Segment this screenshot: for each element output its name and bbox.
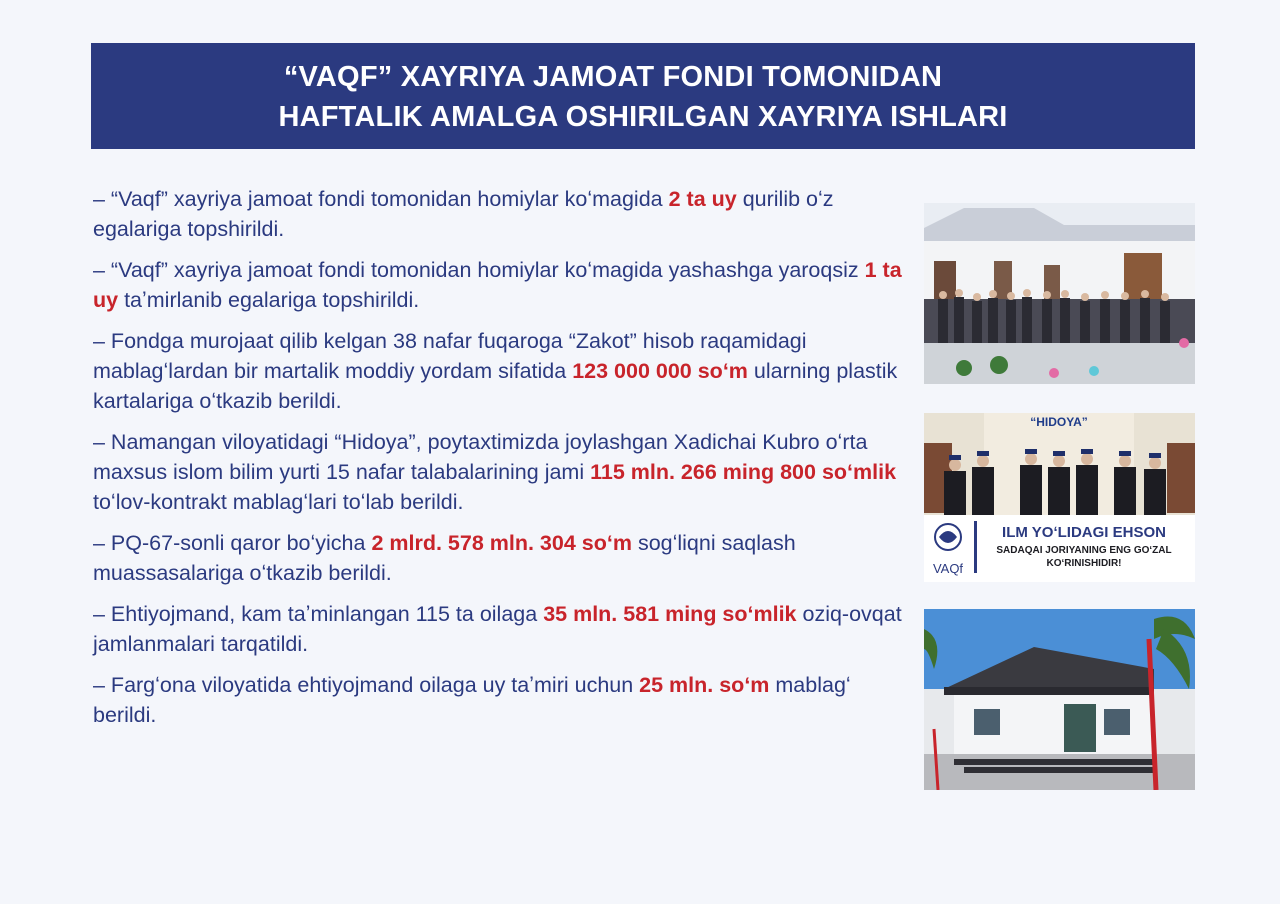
- item-highlight: 1 ta uy: [93, 258, 902, 312]
- list-item: [93, 670, 913, 730]
- item-text: oziq-ovqat jamlanmalari tarqatildi.: [93, 602, 902, 656]
- item-text: sogʻliqni saqlash muassasalariga oʻtkazib berildi.: [93, 531, 796, 585]
- list-item: [93, 599, 913, 659]
- item-text: – “Vaqf” xayriya jamoat fondi tomonidan homiylar koʻmagida: [93, 187, 669, 211]
- list-item: [93, 184, 913, 244]
- item-text: – PQ-67-sonli qaror boʻyicha: [93, 531, 372, 555]
- item-highlight: 35 mln. 581 ming soʻmlik: [543, 602, 797, 626]
- item-text: – Fargʻona viloyatida ehtiyojmand oilaga uy taʼmiri uchun: [93, 673, 640, 697]
- header-title-line-2: HAFTALIK AMALGA OSHIRILGAN XAYRIYA ISHLARI: [278, 101, 1008, 133]
- report-list: [93, 184, 913, 741]
- list-item: [93, 255, 913, 315]
- vaqf-logo-text: VAQf: [932, 561, 964, 576]
- item-highlight: 123 000 000 soʻm: [572, 359, 748, 383]
- item-text: – Namangan viloyatidagi “Hidoya”, poytaxtimizda joylashgan Xadichai Kubro oʻrta maxsus islom bilim yurti 15 nafar talabalarining jami: [93, 430, 868, 484]
- banner-title: ILM YOʻLIDAGI EHSON: [1002, 524, 1166, 541]
- item-highlight: 25 mln. soʻm: [639, 673, 770, 697]
- item-text: – Fondga murojaat qilib kelgan 38 nafar fuqaroga “Zakot” hisob raqamidagi mablagʻlardan bir martalik moddiy yordam sifatida: [93, 329, 807, 383]
- banner-subtitle-1: SADAQAI JORIYANING ENG GOʻZAL: [996, 545, 1172, 556]
- item-text: – Ehtiyojmand, kam taʼminlangan 115 ta oilaga: [93, 602, 544, 626]
- house-handover-photo: [924, 203, 1195, 384]
- list-item: [93, 326, 913, 416]
- banner-subtitle-2: KOʻRINISHIDIR!: [1046, 558, 1122, 569]
- hidoya-sign: “HIDOYA”: [1030, 415, 1088, 429]
- header-title-line-1: “VAQF” XAYRIYA JAMOAT FONDI TOMONIDAN: [283, 61, 943, 93]
- hidoya-students-banner: [924, 413, 1195, 582]
- item-text: – “Vaqf” xayriya jamoat fondi tomonidan homiylar koʻmagida yashashga yaroqsiz: [93, 258, 865, 282]
- renovated-house-photo: [924, 609, 1195, 790]
- list-item: [93, 528, 913, 588]
- list-item: [93, 427, 913, 517]
- item-text: ularning plastik kartalariga oʻtkazib berildi.: [93, 359, 898, 413]
- item-text: toʻlov-kontrakt mablagʻlari toʻlab berildi.: [93, 490, 464, 514]
- item-text: qurilib oʻz egalariga topshirildi.: [93, 187, 834, 241]
- item-text: taʼmirlanib egalariga topshirildi.: [118, 288, 420, 312]
- item-highlight: 2 ta uy: [668, 187, 737, 211]
- item-highlight: 115 mln. 266 ming 800 soʻmlik: [590, 460, 897, 484]
- item-highlight: 2 mlrd. 578 mln. 304 soʻm: [371, 531, 632, 555]
- item-text: mablagʻ berildi.: [93, 673, 851, 727]
- page-header: [91, 43, 1195, 149]
